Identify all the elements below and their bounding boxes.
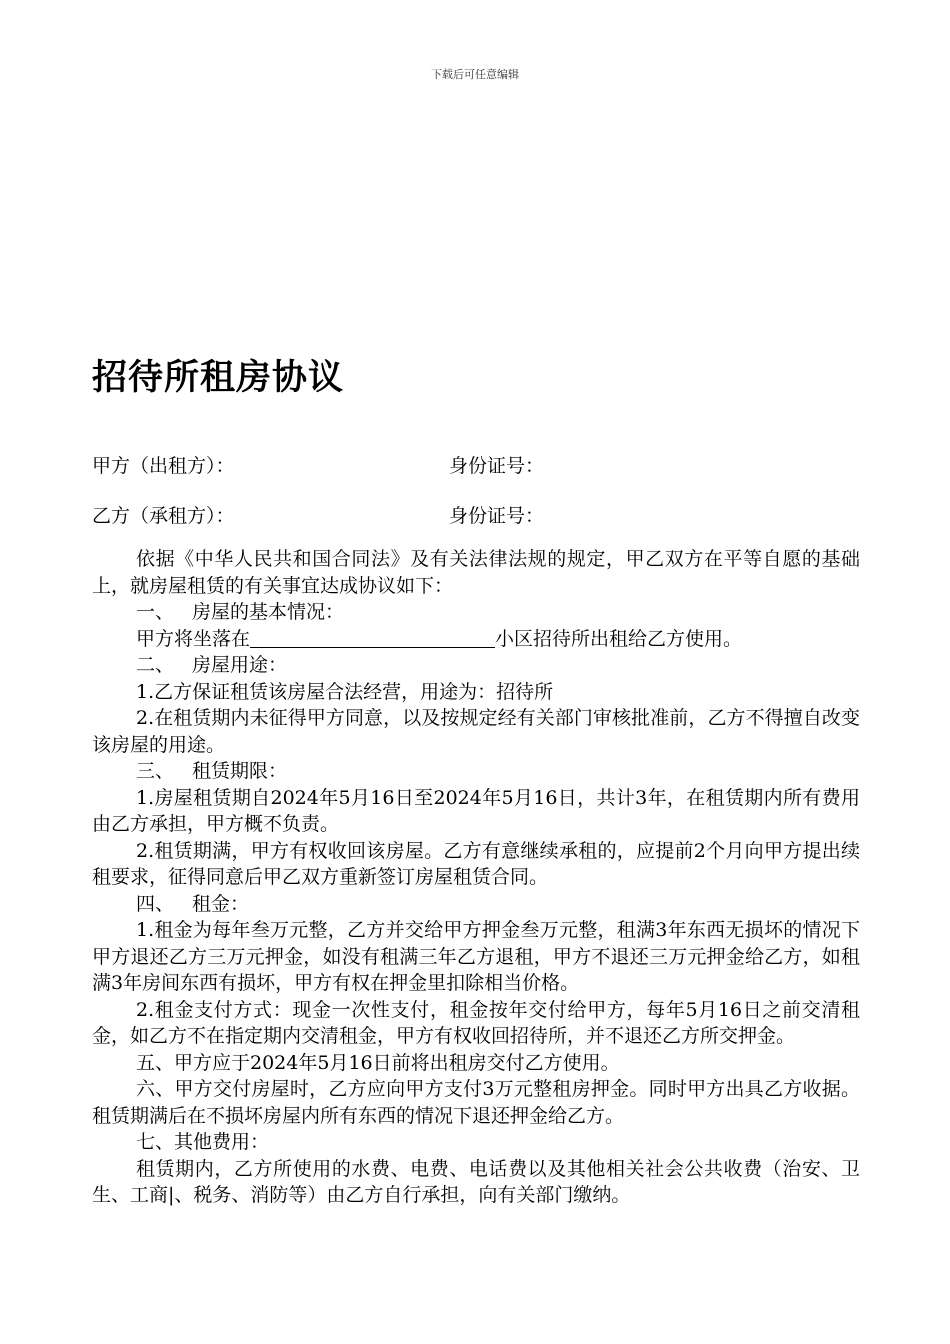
header-note: 下载后可任意编辑 xyxy=(431,68,519,81)
section-7-text: 租赁期内，乙方所使用的水费、电费、电话费以及其他相关社会公共收费（治安、卫生、工商|、税务、消防等）由乙方自行承担，向有关部门缴纳。 xyxy=(92,1157,860,1206)
section-4-item-2: 2.租金支付方式：现金一次性支付，租金按年交付给甲方，每年5月16日之前交清租金，如乙方不在指定期内交清租金，甲方有权收回招待所，并不退还乙方所交押金。 xyxy=(92,998,860,1047)
section-2-item-1: 1.乙方保证租赁该房屋合法经营，用途为：招待所 xyxy=(136,680,554,703)
section-3-item-2: 2.租赁期满，甲方有权收回该房屋。乙方有意继续承租的，应提前2个月向甲方提出续租要求，征得同意后甲乙双方重新签订房屋租赁合同。 xyxy=(92,839,860,888)
section-4-item-1: 1.租金为每年叁万元整，乙方并交给甲方押金叁万元整，租满3年东西无损坏的情况下甲方退还乙方三万元押金，如没有租满三年乙方退租，甲方不退还三万元押金给乙方，如租满3年房间东西有损坏，甲方有权在押金里扣除相当价格。 xyxy=(92,919,860,994)
section-4-number: 四、 xyxy=(136,892,175,915)
party-a-label: 甲方（出租方）： xyxy=(92,455,235,477)
party-b-row xyxy=(92,501,545,528)
document-title: 招待所租房协议 xyxy=(92,358,345,398)
section-1-number: 一、 xyxy=(136,601,175,623)
party-a-id-label: 身份证号： xyxy=(449,455,545,477)
section-3-heading xyxy=(92,758,860,785)
party-b-id-label: 身份证号： xyxy=(449,505,545,527)
party-a-row xyxy=(92,451,545,478)
section-1-text-after: 小区招待所出租给乙方使用。 xyxy=(495,627,743,650)
section-3-number: 三、 xyxy=(136,760,175,782)
section-6: 六、甲方交付房屋时，乙方应向甲方支付3万元整租房押金。同时甲方出具乙方收据。租赁期满后在不损坏房屋内所有东西的情况下退还押金给乙方。 xyxy=(92,1078,860,1127)
section-5: 五、甲方应于2024年5月16日前将出租房交付乙方使用。 xyxy=(136,1051,620,1074)
section-1-title: 房屋的基本情况： xyxy=(192,601,345,623)
section-3-title: 租赁期限： xyxy=(192,760,288,782)
section-1-text xyxy=(92,626,860,653)
section-1-text-before: 甲方将坐落在 xyxy=(136,627,251,650)
section-3-item-1: 1.房屋租赁期自2024年5月16日至2024年5月16日，共计3年，在租赁期内所有费用由乙方承担，甲方概不负责。 xyxy=(92,786,860,835)
agreement-body xyxy=(92,546,860,1209)
section-4-heading xyxy=(92,891,860,918)
section-2-item-2: 2.在租赁期内未征得甲方同意，以及按规定经有关部门审核批准前，乙方不得擅自改变该房屋的用途。 xyxy=(92,707,860,756)
location-blank-line xyxy=(250,627,495,648)
section-2-title: 房屋用途： xyxy=(192,654,288,676)
section-2-heading xyxy=(92,652,860,679)
section-4-title: 租金： xyxy=(192,892,250,915)
preamble: 依据《中华人民共和国合同法》及有关法律法规的规定，甲乙双方在平等自愿的基础上，就房屋租赁的有关事宜达成协议如下： xyxy=(92,548,860,597)
section-2-number: 二、 xyxy=(136,654,175,676)
section-1-heading xyxy=(92,599,860,626)
section-7-heading: 七、其他费用： xyxy=(136,1131,270,1153)
party-b-label: 乙方（承租方）： xyxy=(92,505,235,527)
